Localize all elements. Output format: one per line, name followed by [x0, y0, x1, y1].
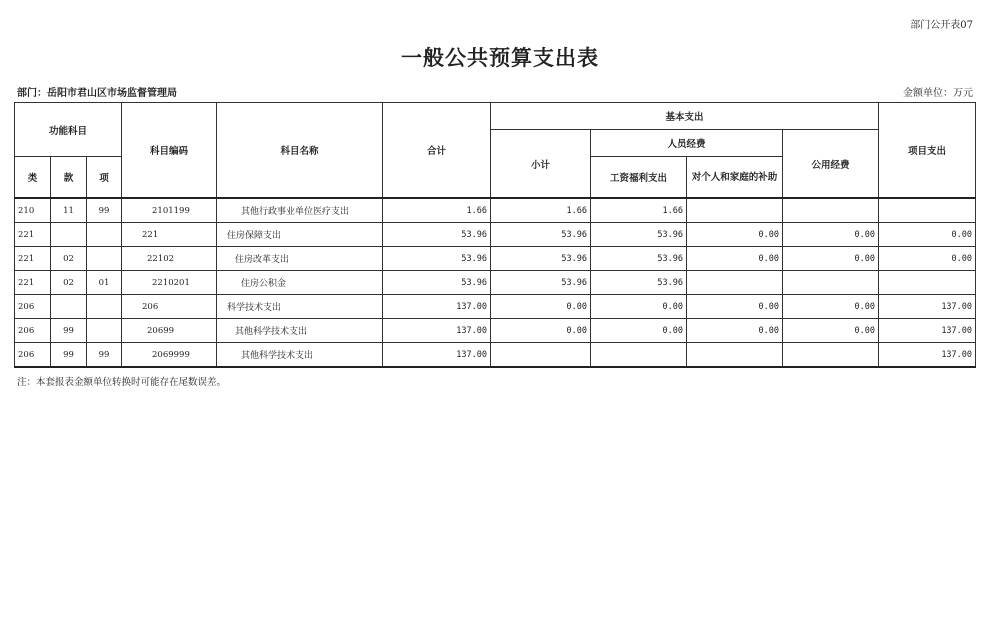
header-kuan: 款	[51, 157, 87, 199]
header-basic-expense: 基本支出	[491, 103, 879, 130]
cell-name: 其他科学技术支出	[217, 343, 383, 368]
cell-wages: 0.00	[591, 319, 687, 343]
cell-name: 住房公积金	[217, 271, 383, 295]
cell-lei: 221	[15, 247, 51, 271]
cell-code: 206	[122, 295, 217, 319]
cell-xiang	[87, 223, 122, 247]
cell-kuan: 02	[51, 247, 87, 271]
cell-project	[879, 271, 976, 295]
cell-kuan: 99	[51, 319, 87, 343]
cell-xiang: 99	[87, 198, 122, 223]
cell-name: 住房改革支出	[217, 247, 383, 271]
table-body	[15, 198, 976, 367]
table-header	[15, 103, 976, 199]
header-total: 合计	[383, 103, 491, 199]
cell-subtotal	[491, 343, 591, 368]
cell-lei: 221	[15, 223, 51, 247]
cell-code: 2069999	[122, 343, 217, 368]
cell-project	[879, 198, 976, 223]
cell-lei: 210	[15, 198, 51, 223]
cell-lei: 206	[15, 343, 51, 368]
cell-public: 0.00	[783, 223, 879, 247]
cell-name: 其他科学技术支出	[217, 319, 383, 343]
cell-public	[783, 198, 879, 223]
cell-public: 0.00	[783, 295, 879, 319]
cell-xiang: 01	[87, 271, 122, 295]
cell-project: 0.00	[879, 247, 976, 271]
cell-subsidy	[687, 198, 783, 223]
cell-kuan	[51, 295, 87, 319]
cell-subsidy: 0.00	[687, 319, 783, 343]
table-row	[15, 343, 976, 368]
cell-kuan: 99	[51, 343, 87, 368]
cell-subtotal: 0.00	[491, 295, 591, 319]
cell-public: 0.00	[783, 247, 879, 271]
cell-lei: 206	[15, 319, 51, 343]
cell-project: 0.00	[879, 223, 976, 247]
form-number: 部门公开表07	[910, 20, 973, 31]
cell-public	[783, 271, 879, 295]
cell-total: 53.96	[383, 247, 491, 271]
cell-xiang	[87, 319, 122, 343]
header-subtotal: 小计	[491, 130, 591, 199]
cell-code: 221	[122, 223, 217, 247]
table-row	[15, 198, 976, 223]
cell-subsidy: 0.00	[687, 247, 783, 271]
table-row	[15, 319, 976, 343]
cell-xiang: 99	[87, 343, 122, 368]
header-subsidy: 对个人和家庭的补助	[687, 157, 783, 199]
cell-lei: 206	[15, 295, 51, 319]
cell-xiang	[87, 295, 122, 319]
cell-total: 1.66	[383, 198, 491, 223]
cell-wages: 53.96	[591, 247, 687, 271]
header-wages: 工资福利支出	[591, 157, 687, 199]
cell-total: 53.96	[383, 271, 491, 295]
table-row	[15, 271, 976, 295]
budget-expenditure-table	[14, 102, 976, 368]
cell-xiang	[87, 247, 122, 271]
cell-total: 53.96	[383, 223, 491, 247]
cell-subtotal: 1.66	[491, 198, 591, 223]
cell-code: 22102	[122, 247, 217, 271]
table-row	[15, 295, 976, 319]
cell-project: 137.00	[879, 319, 976, 343]
cell-kuan	[51, 223, 87, 247]
header-project-expense: 项目支出	[879, 103, 976, 199]
cell-wages	[591, 343, 687, 368]
cell-public: 0.00	[783, 319, 879, 343]
cell-total: 137.00	[383, 319, 491, 343]
cell-project: 137.00	[879, 343, 976, 368]
cell-name: 其他行政事业单位医疗支出	[217, 198, 383, 223]
header-xiang: 项	[87, 157, 122, 199]
table-row	[15, 223, 976, 247]
cell-subsidy	[687, 343, 783, 368]
cell-subtotal: 0.00	[491, 319, 591, 343]
footnote: 注：本套报表金额单位转换时可能存在尾数误差。	[17, 377, 227, 388]
cell-project: 137.00	[879, 295, 976, 319]
page-title: 一般公共预算支出表	[401, 46, 599, 70]
header-public-expense: 公用经费	[783, 130, 879, 199]
department-label: 部门：岳阳市君山区市场监督管理局	[17, 88, 177, 99]
table-row	[15, 247, 976, 271]
cell-subsidy: 0.00	[687, 223, 783, 247]
cell-code: 2210201	[122, 271, 217, 295]
header-subject-code: 科目编码	[122, 103, 217, 199]
header-lei: 类	[15, 157, 51, 199]
header-subject-name: 科目名称	[217, 103, 383, 199]
cell-subtotal: 53.96	[491, 223, 591, 247]
cell-kuan: 11	[51, 198, 87, 223]
cell-subtotal: 53.96	[491, 247, 591, 271]
cell-subsidy: 0.00	[687, 295, 783, 319]
cell-subsidy	[687, 271, 783, 295]
cell-wages: 0.00	[591, 295, 687, 319]
header-func-subject: 功能科目	[15, 103, 122, 157]
cell-name: 住房保障支出	[217, 223, 383, 247]
cell-code: 2101199	[122, 198, 217, 223]
header-personnel: 人员经费	[591, 130, 783, 157]
cell-name: 科学技术支出	[217, 295, 383, 319]
cell-code: 20699	[122, 319, 217, 343]
cell-wages: 53.96	[591, 271, 687, 295]
cell-total: 137.00	[383, 343, 491, 368]
cell-wages: 53.96	[591, 223, 687, 247]
cell-kuan: 02	[51, 271, 87, 295]
cell-public	[783, 343, 879, 368]
cell-subtotal: 53.96	[491, 271, 591, 295]
amount-unit-label: 金额单位：万元	[903, 88, 973, 99]
cell-total: 137.00	[383, 295, 491, 319]
cell-lei: 221	[15, 271, 51, 295]
cell-wages: 1.66	[591, 198, 687, 223]
